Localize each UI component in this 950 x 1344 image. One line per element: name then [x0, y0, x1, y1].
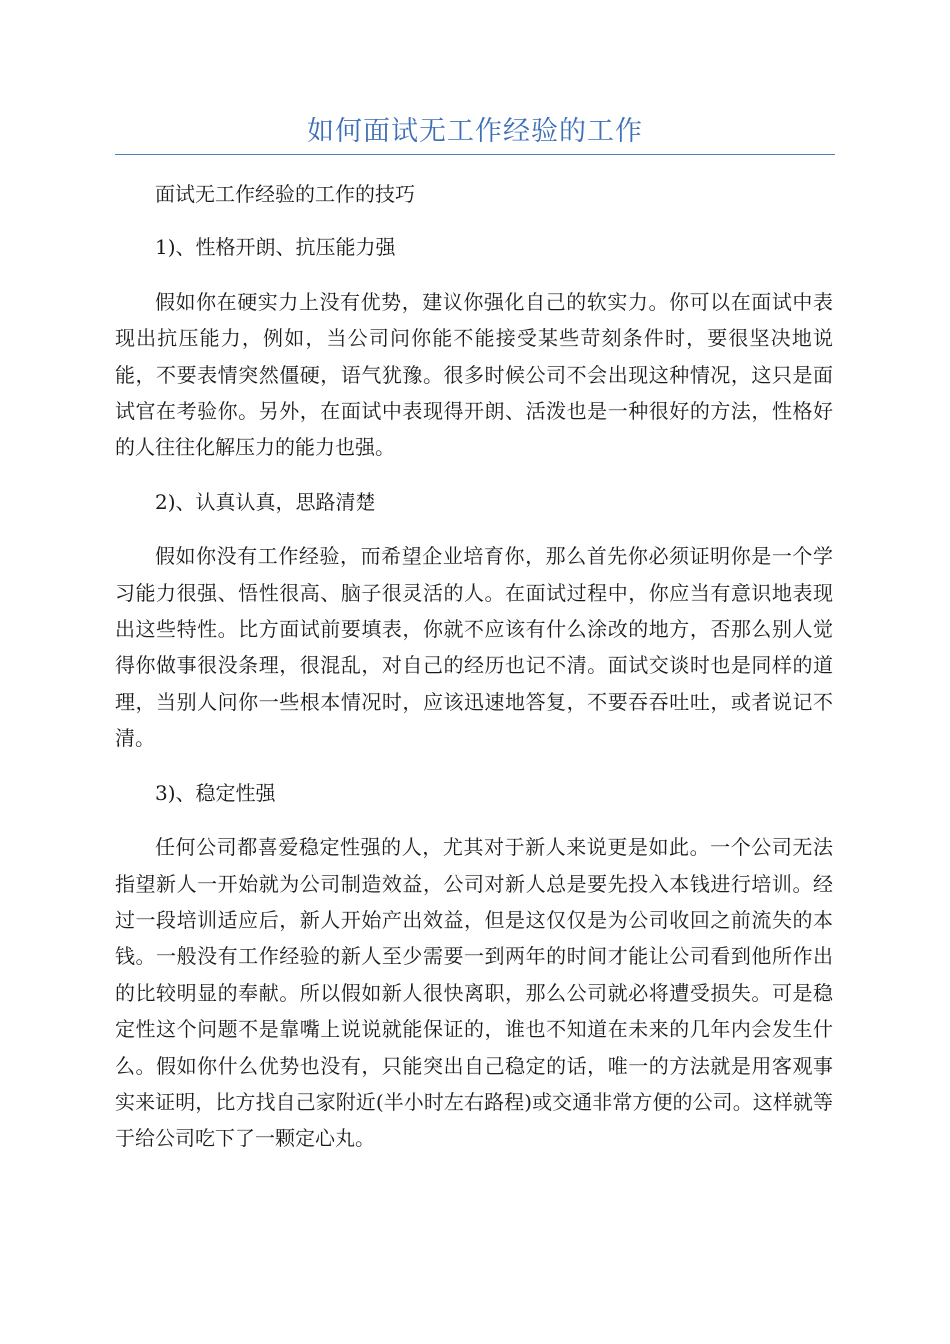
section-1-paragraph: 假如你在硬实力上没有优势，建议你强化自己的软实力。你可以在面试中表现出抗压能力，例如，当公司问你能不能接受某些苛刻条件时，要很坚决地说能，不要表情突然僵硬，语气犹豫。很多时候公司不会出现这种情况，这只是面试官在考验你。另外，在面试中表现得开朗、活泼也是一种很好的方法，性格好的人往往化解压力的能力也强。 — [115, 289, 833, 460]
section-intro-heading: 面试无工作经验的工作的技巧 — [155, 182, 415, 206]
document-body — [115, 176, 833, 1157]
section-3-heading: 3)、稳定性强 — [155, 780, 276, 805]
section-3-paragraph: 任何公司都喜爱稳定性强的人，尤其对于新人来说更是如此。一个公司无法指望新人一开始就为公司制造效益，公司对新人总是要先投入本钱进行培训。经过一段培训适应后，新人开始产出效益，但是这仅仅是为公司收回之前流失的本钱。一般没有工作经验的新人至少需要一到两年的时间才能让公司看到他所作出的比较明显的奉献。所以假如新人很快离职，那么公司就必将遭受损失。可是稳定性这个问题不是靠嘴上说说就能保证的，谁也不知道在未来的几年内会发生什么。假如你什么优势也没有，只能突出自己稳定的话，唯一的方法就是用客观事实来证明，比方找自己家附近(半小时左右路程)或交通非常方便的公司。这样就等于给公司吃下了一颗定心丸。 — [115, 835, 833, 1151]
document-title: 如何面试无工作经验的工作 — [307, 116, 643, 147]
section-1-heading: 1)、性格开朗、抗压能力强 — [155, 235, 396, 260]
title-underline — [115, 154, 835, 155]
section-2-heading: 2)、认真认真，思路清楚 — [155, 489, 376, 514]
section-2-paragraph: 假如你没有工作经验，而希望企业培育你，那么首先你必须证明你是一个学习能力很强、悟性很高、脑子很灵活的人。在面试过程中，你应当有意识地表现出这些特性。比方面试前要填表，你就不应该有什么涂改的地方，否那么别人觉得你做事很没条理，很混乱，对自己的经历也记不清。面试交谈时也是同样的道理，当别人问你一些根本情况时，应该迅速地答复，不要吞吞吐吐，或者说记不清。 — [115, 544, 833, 751]
